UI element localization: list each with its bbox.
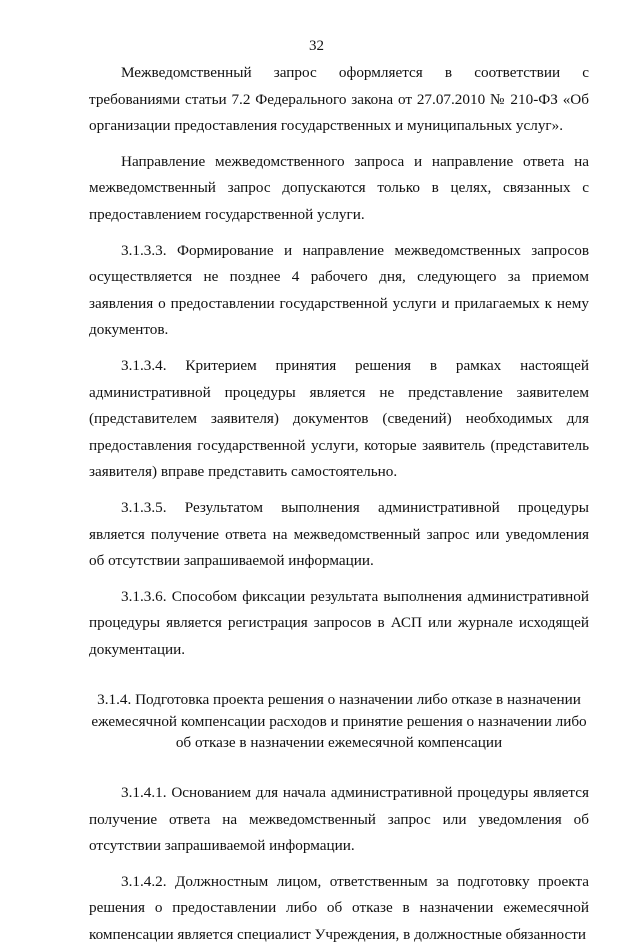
document-body — [89, 60, 589, 949]
paragraph-interagency-request-purpose: Направление межведомственного запроса и направление ответа на межведомственный запрос допускаются только в целях, связанных с предоставлением государственной услуги. — [89, 152, 589, 223]
paragraph-3-1-4-2: 3.1.4.2. Должностным лицом, ответственным за подготовку проекта решения о предоставлении либо об отказе в назначении ежемесячной компенсации является специалист Учреждения, в должностные обязанности — [89, 872, 589, 943]
paragraph-3-1-4-1: 3.1.4.1. Основанием для начала административной процедуры является получение ответа на межведомственный запрос или уведомления об отсутствии запрашиваемой информации. — [89, 783, 589, 855]
section-heading-3-1-4: 3.1.4. Подготовка проекта решения о назначении либо отказе в назначении ежемесячной компенсации расходов и принятие решения о назначении либо об отказе в назначении ежемесячной компенсации — [91, 691, 587, 752]
paragraph-3-1-3-5: 3.1.3.5. Результатом выполнения административной процедуры является получение ответа на межведомственный запрос или уведомления об отсутствии запрашиваемой информации. — [89, 498, 589, 570]
paragraph-3-1-3-6: 3.1.3.6. Способом фиксации результата выполнения административной процедуры является регистрация запросов в АСП или журнале исходящей документации. — [89, 587, 589, 658]
paragraph-interagency-request-format: Межведомственный запрос оформляется в соответствии с требованиями статьи 7.2 Федерального закона от 27.07.2010 № 210-ФЗ «Об организации предоставления государственных и муниципальных услуг». — [89, 64, 589, 135]
paragraph-3-1-3-4: 3.1.3.4. Критерием принятия решения в рамках настоящей административной процедуры является не представление заявителем (представителем заявителя) документов (сведений) необходимых для предоставления государственной услуги, которые заявитель (представитель заявителя) вправе представить самостоятельно. — [89, 356, 589, 481]
page-number: 32 — [309, 38, 324, 54]
paragraph-3-1-3-3: 3.1.3.3. Формирование и направление межведомственных запросов осуществляется не позднее 4 рабочего дня, следующего за приемом заявления о предоставлении государственной услуги и прилагаемых к нему документов. — [89, 241, 589, 339]
